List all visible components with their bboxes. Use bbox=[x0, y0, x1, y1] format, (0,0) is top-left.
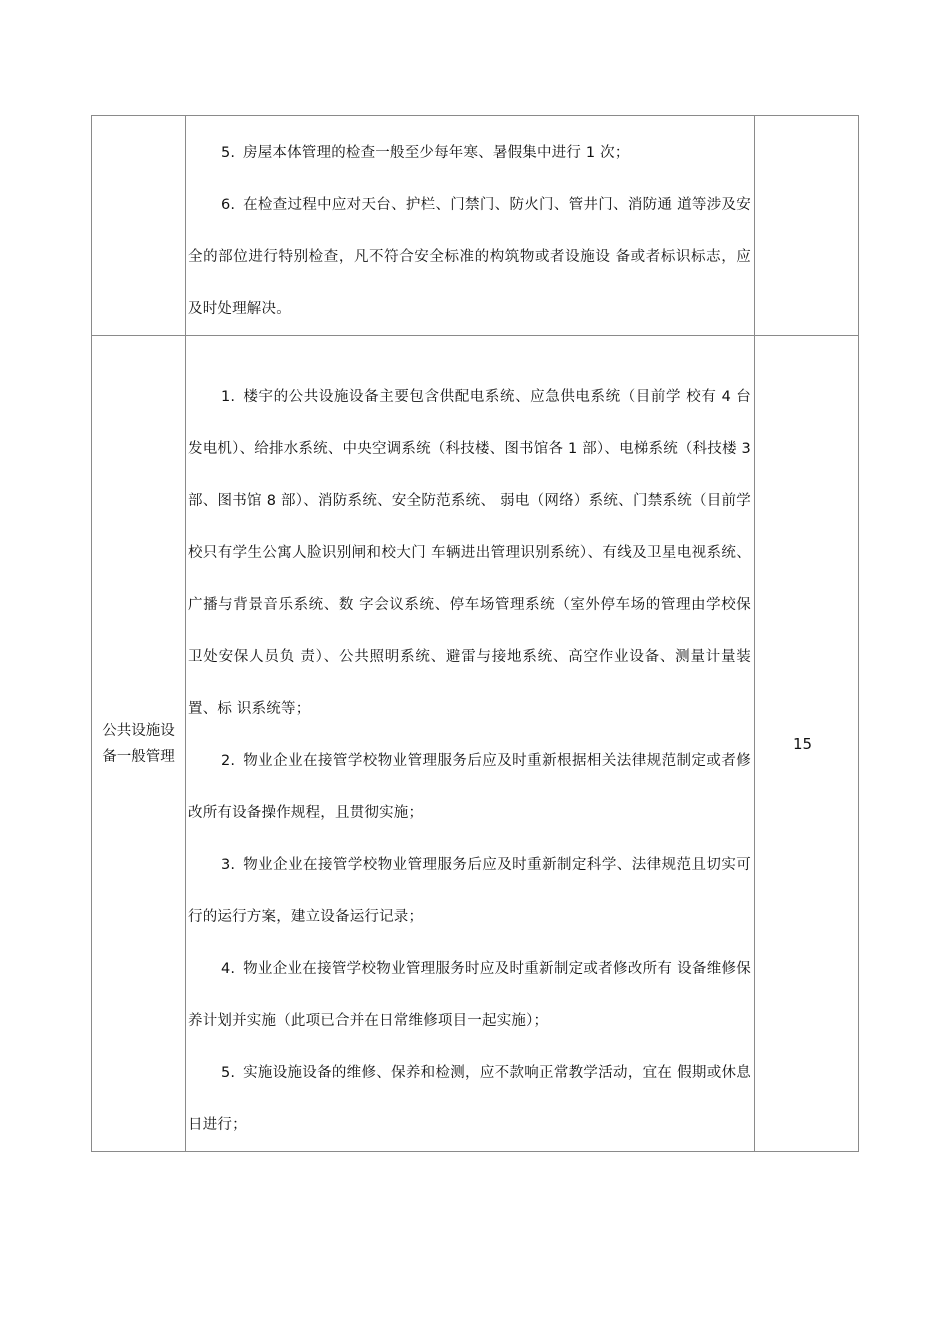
clause-text: 在检查过程中应对天台、护栏、门禁门、防火门、管井门、消防通 道等涉及安全的部位进行特别检查，凡不符合安全标准的构筑物或者设施设 备或者标识标志，应及时处理解决。 bbox=[188, 197, 751, 317]
content-cell bbox=[186, 116, 755, 336]
clause-number: 4. bbox=[221, 961, 236, 977]
clause-text: 物业企业在接管学校物业管理服务后应及时重新根据相关法律规范制定或者修改所有设备操作规程，且贯彻实施； bbox=[188, 753, 751, 821]
clause-paragraph bbox=[188, 179, 751, 335]
content-cell bbox=[186, 336, 755, 1152]
clause-paragraph bbox=[188, 943, 751, 1047]
clause-text: 物业企业在接管学校物业管理服务后应及时重新制定科学、法律规范且切实可行的运行方案，建立设备运行记录； bbox=[188, 857, 751, 925]
table-row bbox=[92, 116, 859, 336]
clause-text: 实施设施设备的维修、保养和检测，应不款响正常教学活动，宜在 假期或休息日进行； bbox=[188, 1065, 751, 1133]
clause-text: 物业企业在接管学校物业管理服务时应及时重新制定或者修改所有 设备维修保养计划并实施（此项已合并在日常维修项目一起实施）； bbox=[188, 961, 751, 1029]
clause-paragraph bbox=[188, 1047, 751, 1151]
score-value: 15 bbox=[792, 734, 813, 753]
category-cell bbox=[92, 336, 186, 1152]
clause-paragraph bbox=[188, 371, 751, 735]
clause-number: 1. bbox=[221, 389, 236, 405]
clause-number: 2. bbox=[221, 753, 236, 769]
clause-paragraph bbox=[188, 839, 751, 943]
clause-number: 3. bbox=[221, 857, 236, 873]
standards-table bbox=[91, 115, 859, 1152]
clause-number: 5. bbox=[221, 145, 236, 161]
score-cell bbox=[755, 336, 859, 1152]
category-label: 公共设施设备一般管理 bbox=[102, 722, 175, 765]
score-cell bbox=[755, 116, 859, 336]
category-cell bbox=[92, 116, 186, 336]
clause-number: 5. bbox=[221, 1065, 236, 1081]
clause-number: 6. bbox=[221, 197, 236, 213]
clause-paragraph bbox=[188, 127, 751, 179]
clause-text: 楼宇的公共设施设备主要包含供配电系统、应急供电系统（目前学 校有 4 台发电机）、给排水系统、中央空调系统（科技楼、图书馆各 1 部）、电梯系统（科技楼 3 部、图书馆 8 部）、消防系统、安全防范系统、 弱电（网络）系统、门禁系统（目前学校只有学生公寓人脸识别闸和校大门 车辆进出管理识别系统）、有线及卫星电视系统、广播与背景音乐系统、数 字会议系统、停车场管理系统（室外停车场的管理由学校保卫处安保人员负 责）、公共照明系统、避雷与接地系统、高空作业设备、测量计量装置、标 识系统等； bbox=[188, 389, 751, 717]
table-row bbox=[92, 336, 859, 1152]
clause-text: 房屋本体管理的检查一般至少每年寒、暑假集中进行 1 次； bbox=[243, 145, 630, 161]
clause-paragraph bbox=[188, 735, 751, 839]
